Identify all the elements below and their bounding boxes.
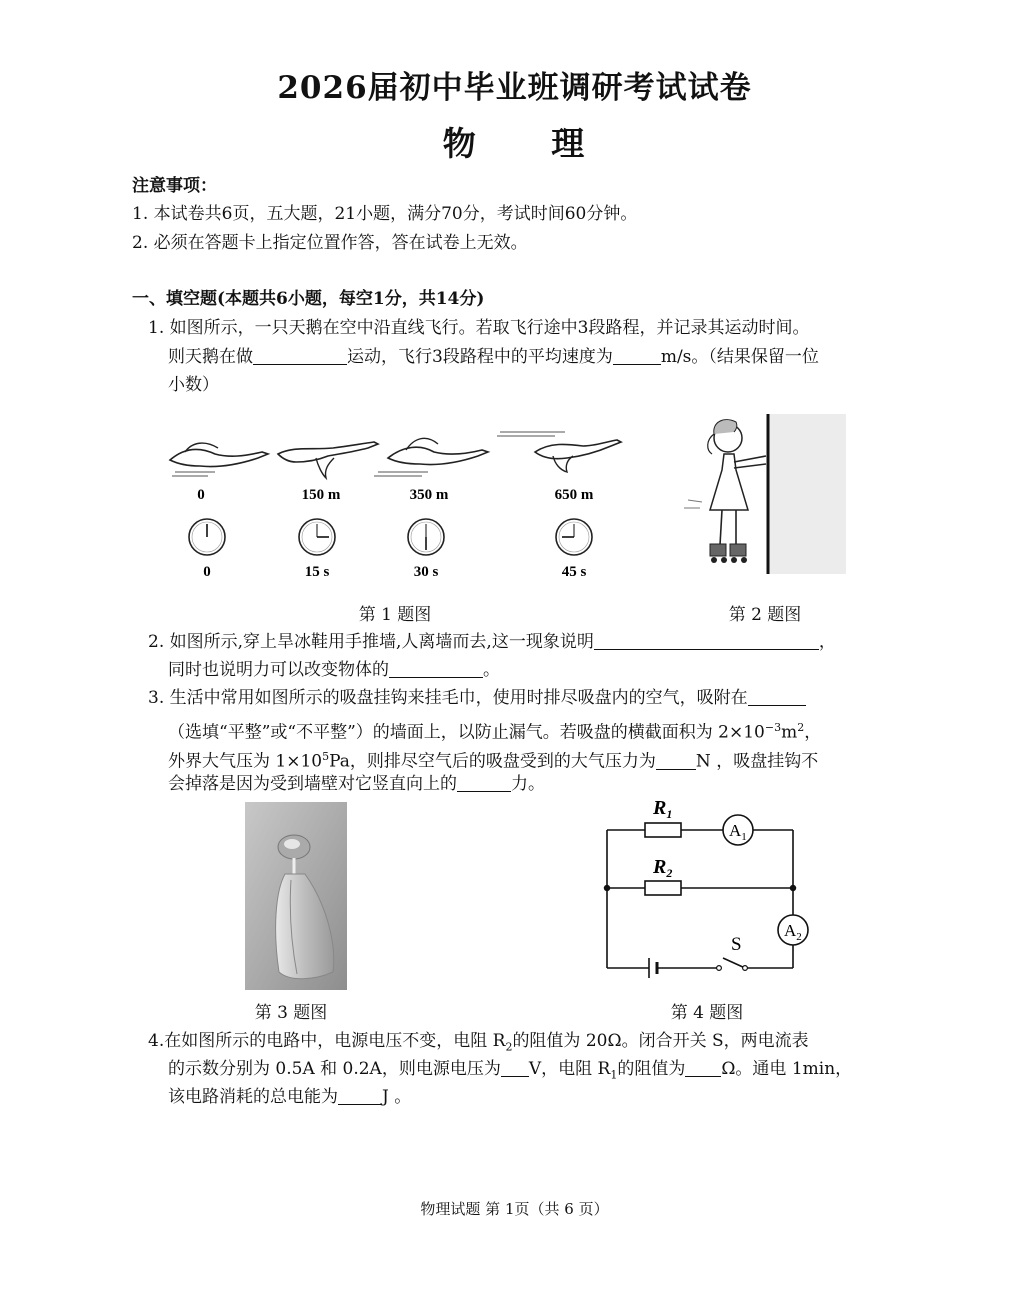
figure-2-caption: 第 2 题图 bbox=[728, 605, 802, 625]
figure-1-caption: 第 1 题图 bbox=[358, 605, 432, 625]
answer-blank[interactable] bbox=[748, 687, 806, 706]
r2-label: $R_2$ bbox=[653, 856, 673, 880]
q4-line-2: 的示数分别为 0.5A 和 0.2A，则电源电压为 V，电阻 $R_1$的阻值为 Ω。通电 1min， bbox=[168, 1059, 853, 1082]
q1-line-1: 1. 如图所示，一只天鹅在空中沿直线飞行。若取飞行途中3段路程，并记录其运动时间。 bbox=[148, 318, 810, 338]
clock-icon bbox=[299, 519, 335, 555]
ammeter-a1-label: $A_1$ bbox=[729, 821, 747, 843]
q3-line-4: 会掉落是因为受到墙壁对它竖直向上的 力。 bbox=[168, 774, 545, 794]
answer-blank[interactable] bbox=[389, 659, 483, 678]
ammeter-a2-label: $A_2$ bbox=[784, 921, 802, 943]
figure-4-caption: 第 4 题图 bbox=[670, 1003, 744, 1023]
figure-2-girl-pushing-wall bbox=[680, 410, 850, 580]
answer-blank[interactable] bbox=[253, 346, 347, 365]
note-item-1: 1. 本试卷共6页，五大题，21小题，满分70分，考试时间60分钟。 bbox=[132, 204, 638, 224]
distance-label: 650 m bbox=[554, 487, 594, 503]
q2-line-1: 2. 如图所示,穿上旱冰鞋用手推墙,人离墙而去,这一现象说明 ， bbox=[148, 632, 836, 652]
distance-label: 0 bbox=[197, 487, 205, 503]
q1-line-3: 小数） bbox=[168, 375, 219, 395]
section-heading: 一、填空题(本题共6小题，每空1分，共14分) bbox=[132, 289, 485, 309]
clock-icon bbox=[556, 519, 592, 555]
answer-blank[interactable] bbox=[501, 1058, 529, 1077]
r1-label: $R_1$ bbox=[653, 797, 673, 821]
q4-line-1: 4.在如图所示的电路中，电源电压不变，电阻 $R_2$的阻值为 20Ω。闭合开关 S，两电流表 bbox=[148, 1031, 809, 1054]
answer-blank[interactable] bbox=[457, 773, 511, 792]
swan-icon bbox=[374, 438, 488, 476]
q3-line-1: 3. 生活中常用如图所示的吸盘挂钩来挂毛巾，使用时排尽吸盘内的空气，吸附在 bbox=[148, 684, 806, 713]
swan-icon bbox=[170, 443, 268, 476]
time-label: 45 s bbox=[561, 564, 587, 580]
answer-blank[interactable] bbox=[613, 346, 661, 365]
notes-heading: 注意事项： bbox=[132, 176, 217, 196]
clock-icon bbox=[408, 519, 444, 555]
page-footer: 物理试题 第 1页（共 6 页） bbox=[420, 1200, 609, 1218]
q3-line-2: （选填“平整”或“不平整”）的墙面上，以防止漏气。若吸盘的横截面积为 $2\times 10^{-3}m^2$， bbox=[168, 721, 822, 743]
figure-4-circuit bbox=[595, 790, 825, 980]
q3-line-3: 外界大气压为 $1\times 10^5Pa$，则排尽空气后的吸盘受到的大气压力为 N ，吸盘挂钩不 bbox=[168, 750, 819, 772]
note-item-2: 2. 必须在答题卡上指定位置作答，答在试卷上无效。 bbox=[132, 233, 528, 253]
answer-blank[interactable] bbox=[338, 1086, 382, 1105]
q1-line-2: 则天鹅在做 运动，飞行3段路程中的平均速度为 m/s。（结果保留一位 bbox=[168, 347, 819, 367]
answer-blank[interactable] bbox=[656, 751, 696, 770]
exam-title: 2026届初中毕业班调研考试试卷 bbox=[277, 70, 752, 106]
figure-1-swan-flight bbox=[160, 420, 630, 590]
answer-blank[interactable] bbox=[685, 1058, 721, 1077]
distance-label: 350 m bbox=[409, 487, 449, 503]
distance-label: 150 m bbox=[301, 487, 341, 503]
swan-icon bbox=[497, 432, 621, 472]
time-label: 30 s bbox=[413, 564, 439, 580]
time-label: 0 bbox=[203, 564, 211, 580]
figure-3-suction-hook-photo bbox=[245, 802, 347, 990]
answer-blank[interactable] bbox=[594, 631, 819, 650]
q4-line-3: 该电路消耗的总电能为 J 。 bbox=[168, 1087, 412, 1107]
clock-icon bbox=[189, 519, 225, 555]
switch-label: S bbox=[731, 934, 742, 955]
swan-icon bbox=[278, 442, 378, 478]
q2-line-2: 同时也说明力可以改变物体的 。 bbox=[168, 660, 500, 680]
time-label: 15 s bbox=[304, 564, 330, 580]
figure-3-caption: 第 3 题图 bbox=[254, 1003, 328, 1023]
subject-title: 物 理 bbox=[442, 124, 587, 163]
swan-illustrations bbox=[170, 432, 621, 478]
